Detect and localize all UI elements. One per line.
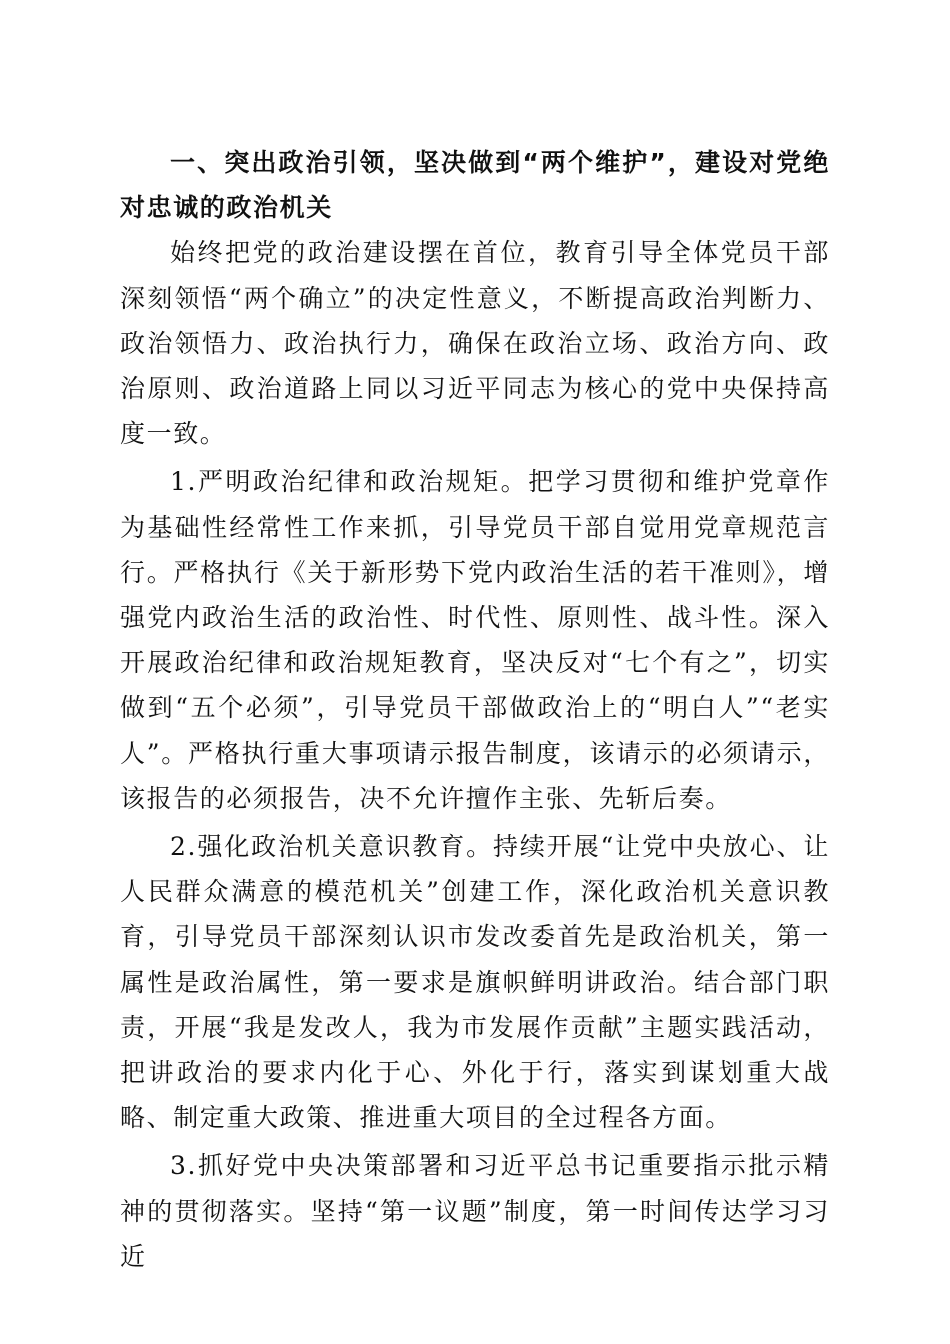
section-heading: 一、突出政治引领，坚决做到“两个维护”，建设对党绝对忠诚的政治机关: [120, 148, 830, 223]
paragraph-item-3: 3.抓好党中央决策部署和习近平总书记重要指示批示精神的贯彻落实。坚持“第一议题”制度，第一时间传达学习习近: [120, 1151, 830, 1271]
paragraph-item-2: 2.强化政治机关意识教育。持续开展“让党中央放心、让人民群众满意的模范机关”创建工作，深化政治机关意识教育，引导党员干部深刻认识市发改委首先是政治机关，第一属性是政治属性，第一要求是旗帜鲜明讲政治。结合部门职责，开展“我是发改人，我为市发展作贡献”主题实践活动，把讲政治的要求内化于心、外化于行，落实到谋划重大战略、制定重大政策、推进重大项目的全过程各方面。: [120, 832, 830, 1133]
paragraph-intro: 始终把党的政治建设摆在首位，教育引导全体党员干部深刻领悟“两个确立”的决定性意义，不断提高政治判断力、政治领悟力、政治执行力，确保在政治立场、政治方向、政治原则、政治道路上同以习近平同志为核心的党中央保持高度一致。: [120, 238, 830, 449]
document-body: [120, 140, 830, 1279]
paragraph-item-1: 1.严明政治纪律和政治规矩。把学习贯彻和维护党章作为基础性经常性工作来抓，引导党员干部自觉用党章规范言行。严格执行《关于新形势下党内政治生活的若干准则》，增强党内政治生活的政治性、时代性、原则性、战斗性。深入开展政治纪律和政治规矩教育，坚决反对“七个有之”，切实做到“五个必须”，引导党员干部做政治上的“明白人”“老实人”。严格执行重大事项请示报告制度，该请示的必须请示，该报告的必须报告，决不允许擅作主张、先斩后奏。: [120, 467, 830, 813]
